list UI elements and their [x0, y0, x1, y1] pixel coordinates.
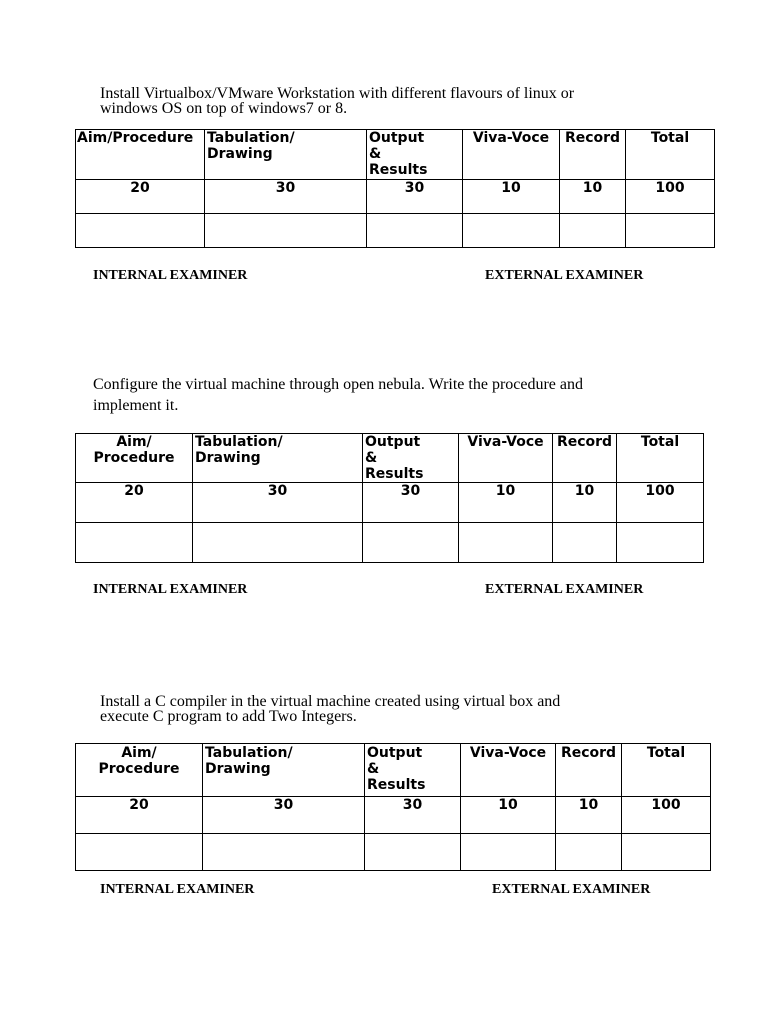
- max-marks-total: 100: [617, 483, 704, 523]
- max-marks-record: 10: [556, 797, 622, 834]
- header-aim-procedure: Aim/ Procedure: [76, 434, 193, 483]
- awarded-output-cell: [367, 214, 463, 248]
- marks-table: [75, 743, 711, 871]
- awarded-output-cell: [363, 523, 459, 563]
- awarded-marks-row: [76, 834, 711, 871]
- max-marks-aim: 20: [76, 483, 193, 523]
- header-tabulation-drawing: Tabulation/ Drawing: [205, 130, 367, 180]
- max-marks-output: 30: [363, 483, 459, 523]
- header-aim-procedure: Aim/Procedure: [76, 130, 205, 180]
- awarded-aim-cell: [76, 214, 205, 248]
- max-marks-tabulation: 30: [205, 180, 367, 214]
- max-marks-row: [76, 483, 704, 523]
- max-marks-output: 30: [365, 797, 461, 834]
- header-record: Record: [556, 744, 622, 797]
- experiment-description: Install a C compiler in the virtual machine created using virtual box and execute C program to add Two Integers.: [100, 693, 561, 725]
- header-record: Record: [560, 130, 626, 180]
- internal-examiner-label: INTERNAL EXAMINER: [93, 268, 248, 283]
- internal-examiner-label: INTERNAL EXAMINER: [100, 882, 255, 897]
- header-aim-procedure: Aim/ Procedure: [76, 744, 203, 797]
- awarded-aim-cell: [76, 834, 203, 871]
- header-total: Total: [617, 434, 704, 483]
- header-output-results: Output & Results: [363, 434, 459, 483]
- experiment-description: Configure the virtual machine through open nebula. Write the procedure and implement it.: [93, 376, 584, 414]
- awarded-viva-cell: [459, 523, 553, 563]
- awarded-record-cell: [553, 523, 617, 563]
- header-viva-voce: Viva-Voce: [461, 744, 556, 797]
- awarded-output-cell: [365, 834, 461, 871]
- max-marks-total: 100: [626, 180, 715, 214]
- awarded-total-cell: [617, 523, 704, 563]
- max-marks-viva: 10: [463, 180, 560, 214]
- marks-header-row: [76, 130, 715, 180]
- marks-header-row: [76, 744, 711, 797]
- max-marks-viva: 10: [461, 797, 556, 834]
- max-marks-viva: 10: [459, 483, 553, 523]
- header-record: Record: [553, 434, 617, 483]
- marks-header-row: [76, 434, 704, 483]
- header-tabulation-drawing: Tabulation/ Drawing: [203, 744, 365, 797]
- external-examiner-label: EXTERNAL EXAMINER: [492, 882, 651, 897]
- awarded-tabulation-cell: [203, 834, 365, 871]
- external-examiner-label: EXTERNAL EXAMINER: [485, 268, 644, 283]
- max-marks-output: 30: [367, 180, 463, 214]
- header-viva-voce: Viva-Voce: [463, 130, 560, 180]
- max-marks-row: [76, 180, 715, 214]
- awarded-record-cell: [560, 214, 626, 248]
- header-output-results: Output & Results: [365, 744, 461, 797]
- header-total: Total: [622, 744, 711, 797]
- header-output-results: Output & Results: [367, 130, 463, 180]
- awarded-total-cell: [626, 214, 715, 248]
- max-marks-row: [76, 797, 711, 834]
- awarded-marks-row: [76, 523, 704, 563]
- awarded-viva-cell: [463, 214, 560, 248]
- awarded-total-cell: [622, 834, 711, 871]
- max-marks-aim: 20: [76, 180, 205, 214]
- awarded-aim-cell: [76, 523, 193, 563]
- max-marks-tabulation: 30: [203, 797, 365, 834]
- awarded-record-cell: [556, 834, 622, 871]
- marks-table: [75, 433, 704, 563]
- max-marks-tabulation: 30: [193, 483, 363, 523]
- internal-examiner-label: INTERNAL EXAMINER: [93, 582, 248, 597]
- external-examiner-label: EXTERNAL EXAMINER: [485, 582, 644, 597]
- max-marks-aim: 20: [76, 797, 203, 834]
- marks-table: [75, 129, 715, 248]
- awarded-tabulation-cell: [205, 214, 367, 248]
- awarded-tabulation-cell: [193, 523, 363, 563]
- awarded-viva-cell: [461, 834, 556, 871]
- max-marks-total: 100: [622, 797, 711, 834]
- max-marks-record: 10: [553, 483, 617, 523]
- max-marks-record: 10: [560, 180, 626, 214]
- header-viva-voce: Viva-Voce: [459, 434, 553, 483]
- header-total: Total: [626, 130, 715, 180]
- header-tabulation-drawing: Tabulation/ Drawing: [193, 434, 363, 483]
- experiment-description: Install Virtualbox/VMware Workstation with different flavours of linux or windows OS on top of windows7 or 8.: [100, 85, 575, 117]
- awarded-marks-row: [76, 214, 715, 248]
